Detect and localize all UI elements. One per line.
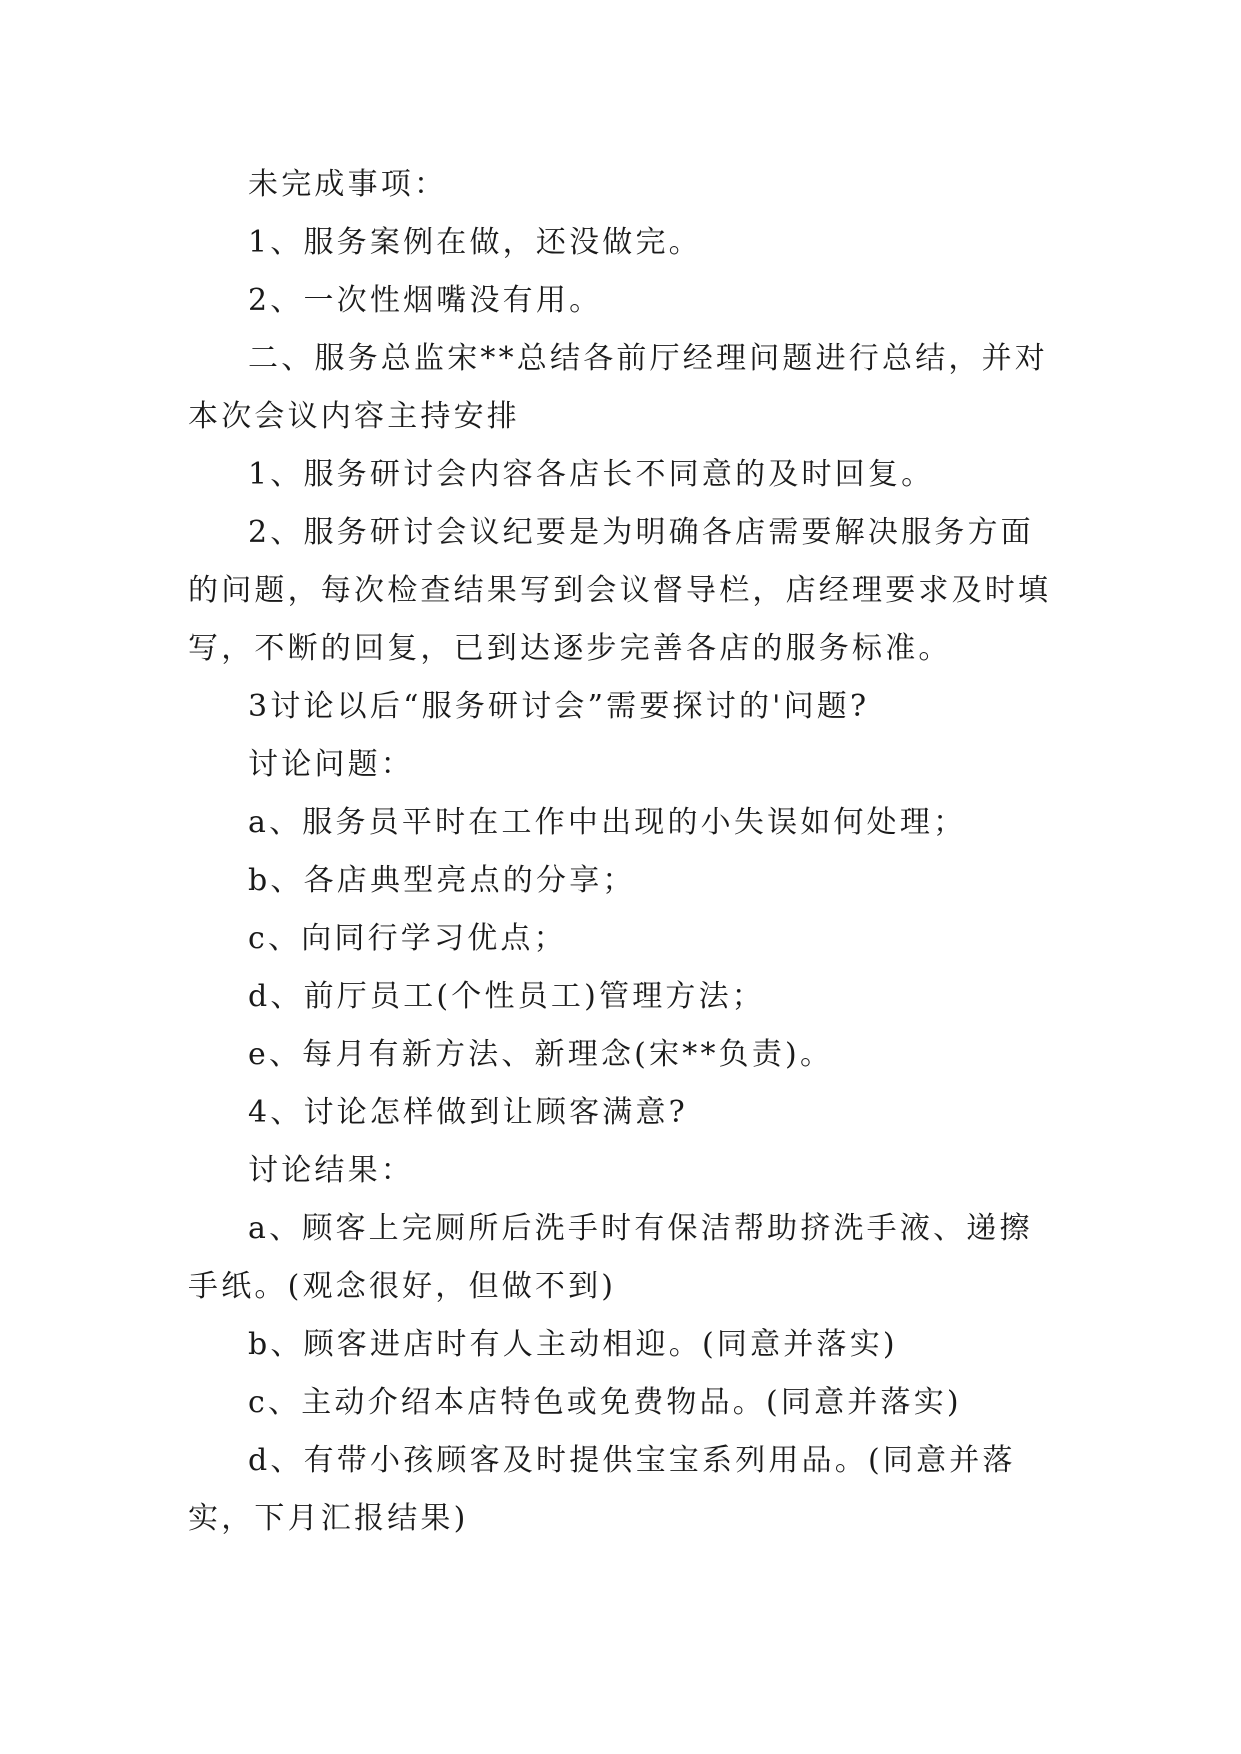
paragraph-result-a: a、顾客上完厕所后洗手时有保洁帮助挤洗手液、递擦手纸。(观念很好，但做不到) (188, 1211, 1033, 1304)
paragraph-item-2: 2、一次性烟嘴没有用。 (248, 283, 603, 318)
paragraph-topic-a: a、服务员平时在工作中出现的小失误如何处理； (248, 805, 967, 840)
paragraph-topic-e: e、每月有新方法、新理念(宋**负责)。 (248, 1037, 834, 1072)
paragraph-unfinished-heading: 未完成事项： (248, 167, 448, 202)
paragraph-discussion-results-heading: 讨论结果： (248, 1153, 414, 1188)
paragraph-section-two: 二、服务总监宋**总结各前厅经理问题进行总结，并对本次会议内容主持安排 (188, 341, 1048, 434)
paragraph-section-two-item-2: 2、服务研讨会议纪要是为明确各店需要解决服务方面的问题，每次检查结果写到会议督导栏，店经理要求及时填写，不断的回复，已到达逐步完善各店的服务标准。 (188, 515, 1052, 666)
paragraph-result-b: b、顾客进店时有人主动相迎。(同意并落实) (248, 1327, 898, 1362)
paragraph-result-d: d、有带小孩顾客及时提供宝宝系列用品。(同意并落实，下月汇报结果) (188, 1443, 1016, 1536)
paragraph-topic-d: d、前厅员工(个性员工)管理方法； (248, 979, 766, 1014)
paragraph-result-c: c、主动介绍本店特色或免费物品。(同意并落实) (248, 1385, 962, 1420)
paragraph-discussion-topics-heading: 讨论问题： (248, 747, 414, 782)
document-body (188, 156, 1058, 1548)
paragraph-topic-c: c、向同行学习优点； (248, 921, 567, 956)
paragraph-section-two-item-4: 4、讨论怎样做到让顾客满意? (248, 1095, 688, 1130)
paragraph-section-two-item-1: 1、服务研讨会内容各店长不同意的及时回复。 (248, 457, 935, 492)
paragraph-item-1: 1、服务案例在做，还没做完。 (248, 225, 702, 260)
paragraph-topic-b: b、各店典型亮点的分享； (248, 863, 636, 898)
paragraph-section-two-item-3: 3讨论以后“服务研讨会”需要探讨的'问题? (248, 689, 870, 724)
